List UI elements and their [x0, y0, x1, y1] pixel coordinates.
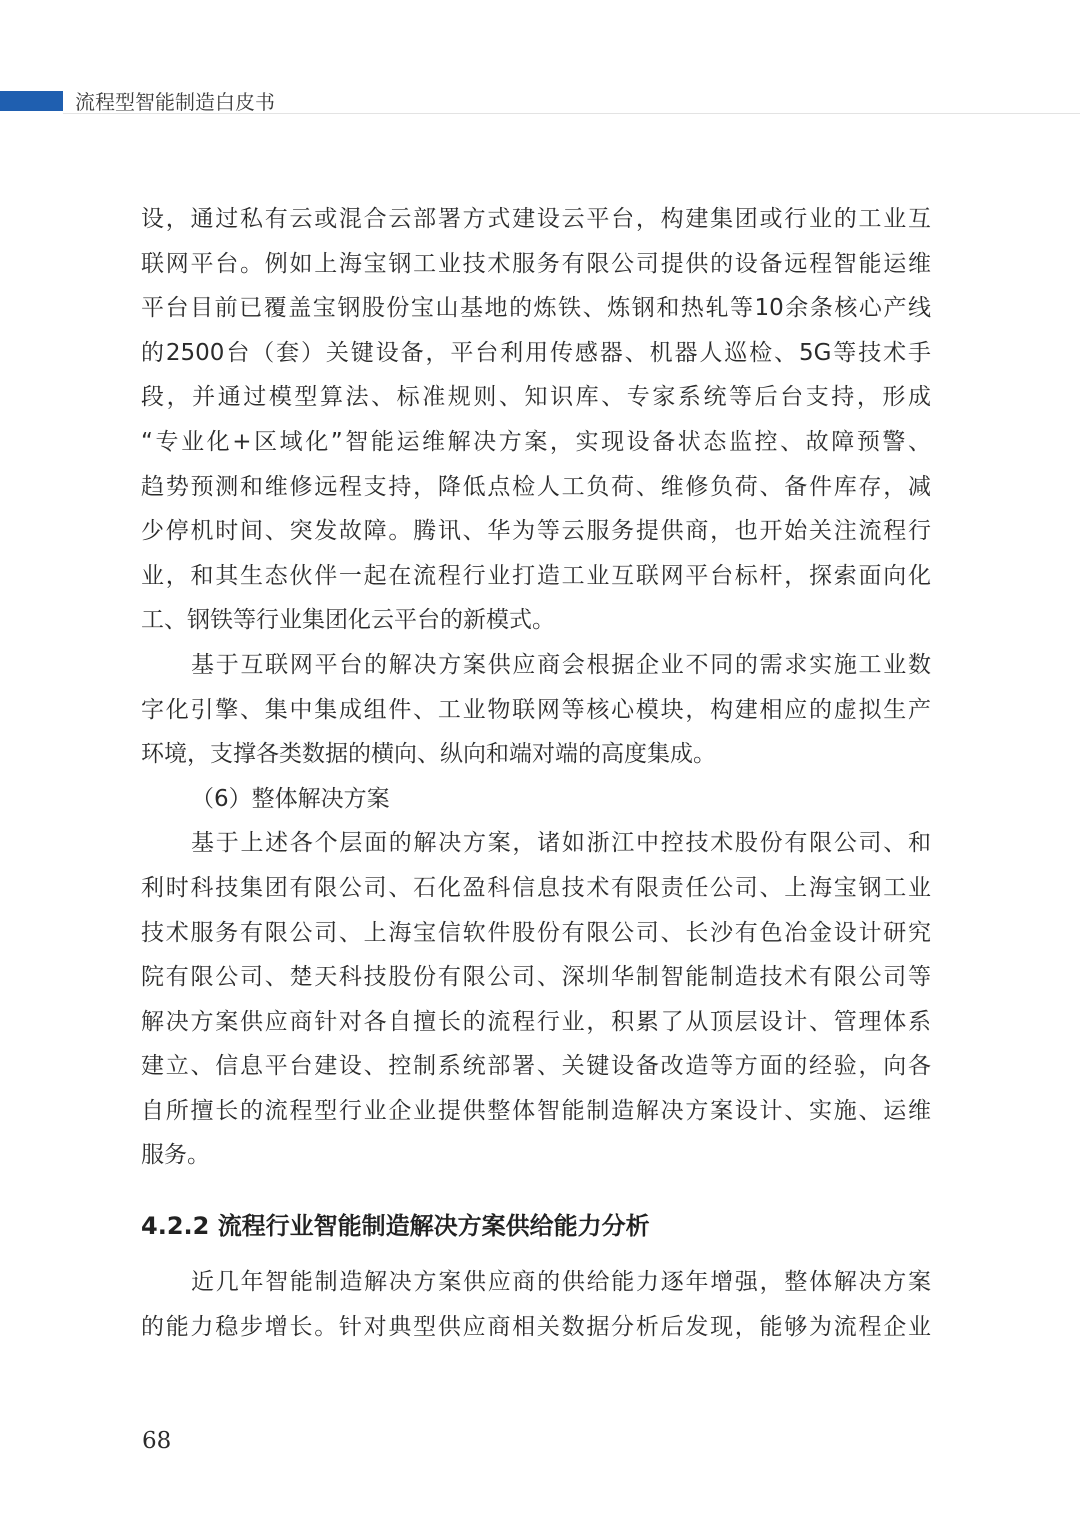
- paragraph-internet-platform: [141, 643, 931, 777]
- text-line: 的能力稳步增长。针对典型供应商相关数据分析后发现，能够为流程企业: [141, 1313, 931, 1340]
- text-line: 字化引擎、集中集成组件、工业物联网等核心模块，构建相应的虚拟生产: [141, 696, 931, 723]
- section-heading: 4.2.2 流程行业智能制造解决方案供给能力分析: [141, 1212, 650, 1241]
- text-line: “专业化+区域化”智能运维解决方案，实现设备状态监控、故障预警、: [141, 428, 931, 455]
- text-line: 基于互联网平台的解决方案供应商会根据企业不同的需求实施工业数: [191, 651, 931, 678]
- text-line: 基于上述各个层面的解决方案，诸如浙江中控技术股份有限公司、和: [191, 830, 931, 857]
- paragraph-supply-capacity: [141, 1260, 931, 1349]
- text-line: 业，和其生态伙伴一起在流程行业打造工业互联网平台标杆，探索面向化: [141, 562, 931, 589]
- header-divider: [63, 113, 1080, 114]
- text-line: 利时科技集团有限公司、石化盈科信息技术有限责任公司、上海宝钢工业: [141, 874, 931, 901]
- page-number: 68: [142, 1428, 172, 1454]
- text-line: 设，通过私有云或混合云部署方式建设云平台，构建集团或行业的工业互: [141, 206, 931, 232]
- text-line: 环境，支撑各类数据的横向、纵向和端对端的高度集成。: [141, 741, 716, 768]
- paragraph-overall-solutions: [141, 821, 931, 1178]
- text-line: 院有限公司、楚天科技股份有限公司、深圳华制智能制造技术有限公司等: [141, 964, 931, 991]
- text-line: 的2500台（套）关键设备，平台利用传感器、机器人巡检、5G等技术手: [141, 339, 931, 366]
- text-line: 段，并通过模型算法、标准规则、知识库、专家系统等后台支持，形成: [141, 384, 931, 411]
- text-line: 少停机时间、突发故障。腾讯、华为等云服务提供商，也开始关注流程行: [141, 518, 931, 545]
- running-header-title: 流程型智能制造白皮书: [75, 90, 275, 114]
- text-line: 联网平台。例如上海宝钢工业技术服务有限公司提供的设备远程智能运维: [141, 250, 931, 277]
- subsection-heading: （6）整体解决方案: [191, 785, 390, 812]
- text-line: 平台目前已覆盖宝钢股份宝山基地的炼铁、炼钢和热轧等10余条核心产线: [141, 295, 931, 322]
- text-line: 技术服务有限公司、上海宝信软件股份有限公司、长沙有色冶金设计研究: [141, 919, 931, 946]
- text-line: 解决方案供应商针对各自擅长的流程行业，积累了从顶层设计、管理体系: [141, 1008, 931, 1035]
- text-line: 工、钢铁等行业集团化云平台的新模式。: [141, 607, 555, 634]
- text-line: 服务。: [141, 1142, 210, 1169]
- page-body: [141, 197, 931, 1349]
- text-line: 近几年智能制造解决方案供应商的供给能力逐年增强，整体解决方案: [191, 1269, 931, 1296]
- paragraph-platform: [141, 197, 931, 643]
- header-accent-bar: [0, 91, 63, 111]
- text-line: 趋势预测和维修远程支持，降低点检人工负荷、维修负荷、备件库存，减: [141, 473, 931, 500]
- text-line: 建立、信息平台建设、控制系统部署、关键设备改造等方面的经验，向各: [141, 1053, 931, 1080]
- text-line: 自所擅长的流程型行业企业提供整体智能制造解决方案设计、实施、运维: [141, 1097, 931, 1124]
